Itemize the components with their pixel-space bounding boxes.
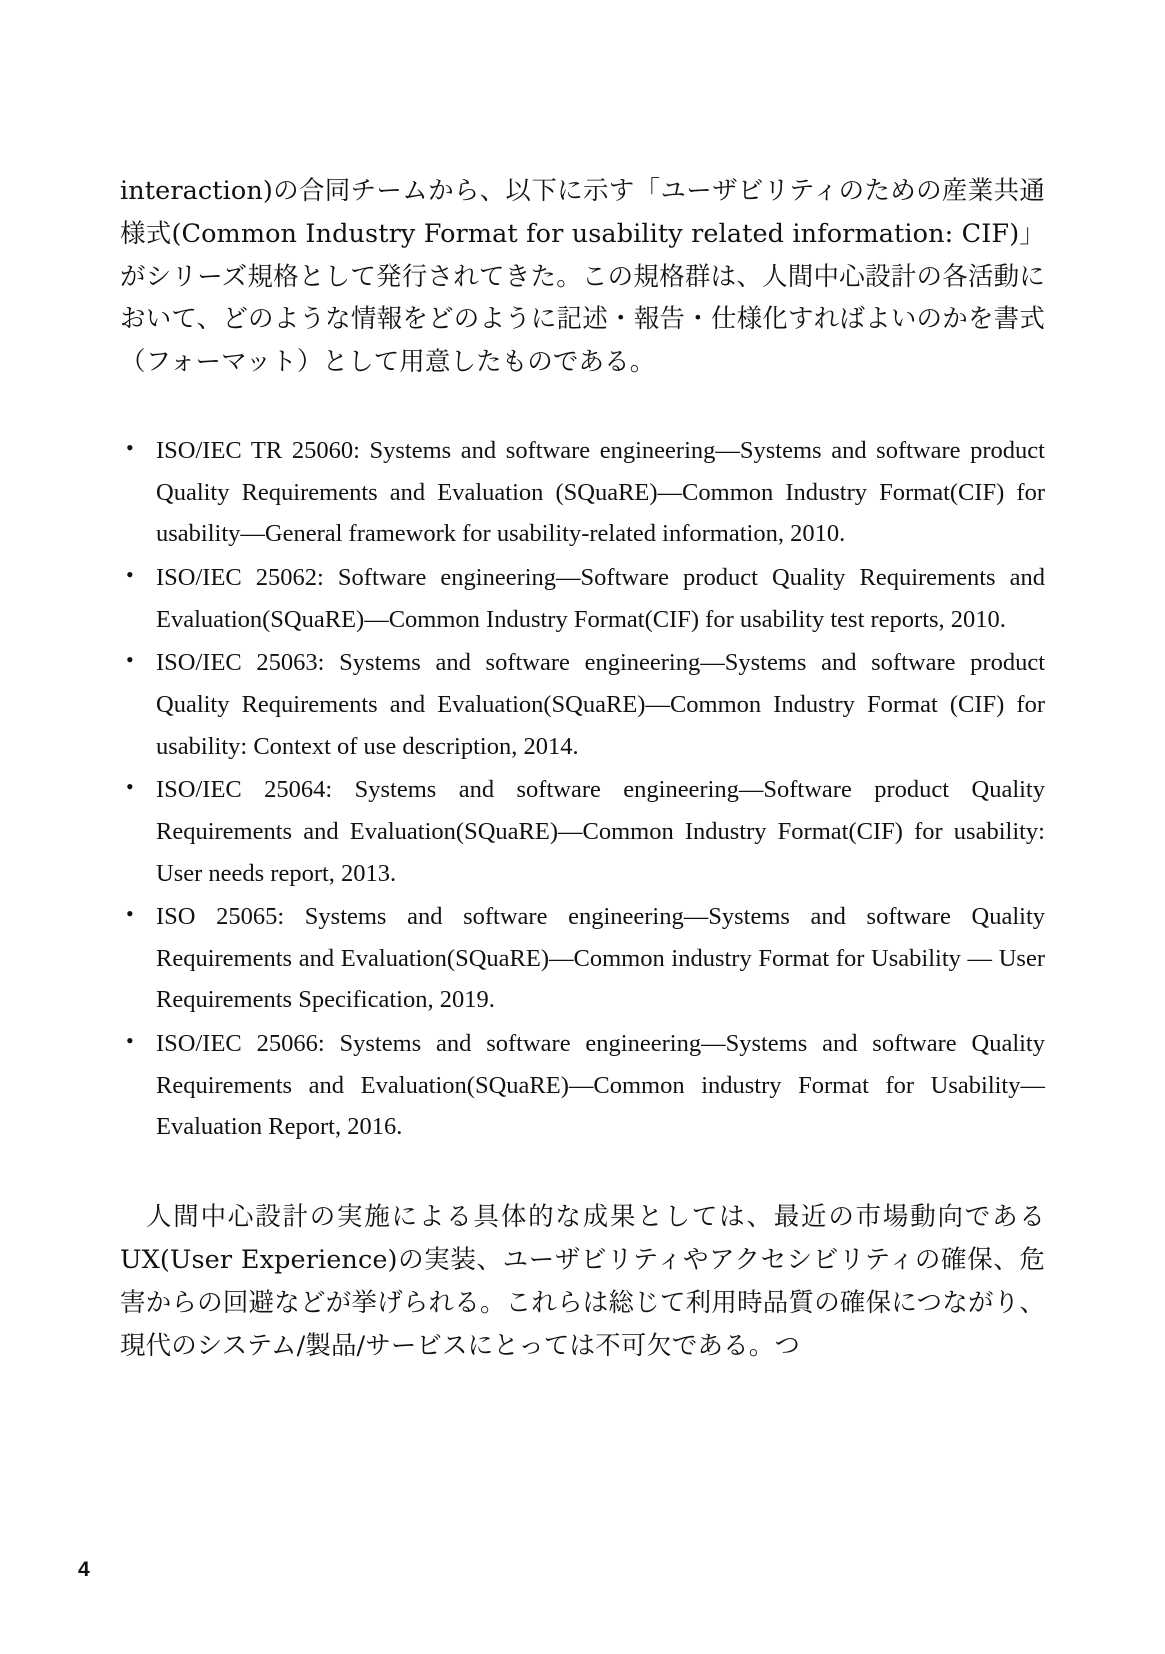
list-item [120,769,1045,894]
list-item-text: ISO/IEC 25063: Systems and software engineering—Systems and software product Quality Requirements and Evaluation(SQuaRE)—Common Industry Format (CIF) for usability: Context of use description, 2014. [156,649,1045,760]
bullet-icon: • [126,1028,134,1054]
bullet-icon: • [126,901,134,927]
bullet-icon: • [126,562,134,588]
bullet-icon: • [126,774,134,800]
list-item [120,557,1045,640]
list-item-text: ISO/IEC 25064: Systems and software engineering—Software product Quality Requirements and Evaluation(SQuaRE)—Common Industry Format(CIF) for usability: User needs report, 2013. [156,776,1045,887]
standards-list [120,430,1045,1148]
closing-paragraph: 人間中心設計の実施による具体的な成果としては、最近の市場動向であるUX(User Experience)の実装、ユーザビリティやアクセシビリティの確保、危害からの回避などが挙げられる。これらは総じて利用時品質の確保につながり、現代のシステム/製品/サービスにとっては不可欠である。つ [120,1202,1045,1361]
list-item-text: ISO/IEC TR 25060: Systems and software engineering—Systems and software product Quality Requirements and Evaluation (SQuaRE)—Common Industry Format(CIF) for usability—General framework for usability-related information, 2010. [156,437,1045,548]
bullet-icon: • [126,435,134,461]
list-item [120,430,1045,555]
bullet-icon: • [126,647,134,673]
page-number: 4 [78,1558,90,1581]
list-item-text: ISO/IEC 25066: Systems and software engineering—Systems and software Quality Requirements and Evaluation(SQuaRE)—Common industry Format for Usability—Evaluation Report, 2016. [156,1030,1045,1141]
list-item [120,1023,1045,1148]
list-item-text: ISO 25065: Systems and software engineering—Systems and software Quality Requirements and Evaluation(SQuaRE)—Common industry Format for Usability — User Requirements Specification, 2019. [156,903,1045,1014]
list-item [120,896,1045,1021]
list-item-text: ISO/IEC 25062: Software engineering—Software product Quality Requirements and Evaluation(SQuaRE)—Common Industry Format(CIF) for usability test reports, 2010. [156,564,1045,633]
list-item [120,642,1045,767]
intro-paragraph: interaction)の合同チームから、以下に示す「ユーザビリティのための産業共通様式(Common Industry Format for usability related information: CIF)」がシリーズ規格として発行されてきた。この規格群は、人間中心設計の各活動において、どのような情報をどのように記述・報告・仕様化すればよいのかを書式（フォーマット）として用意したものである。 [120,176,1045,378]
